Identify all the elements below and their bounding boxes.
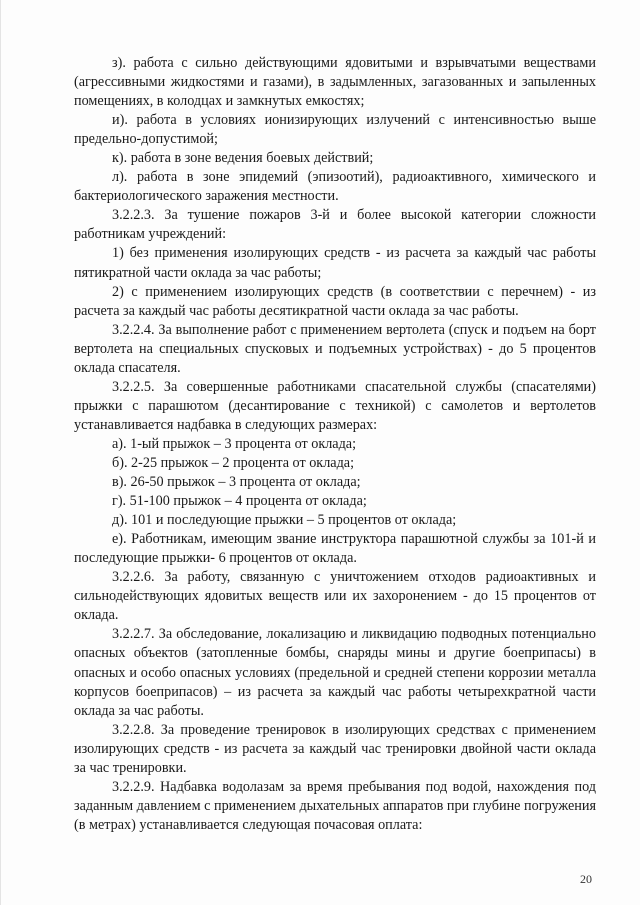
jump-item-a: а). 1-ый прыжок – 3 процента от оклада; (112, 435, 357, 452)
paragraph-3-2-2-6: 3.2.2.6. За работу, связанную с уничтожением отходов радиоактивных и сильнодействующих ядовитых веществ или их захоронением - до 15 процентов от оклада. (74, 569, 596, 624)
paragraph-3-2-2-4: 3.2.2.4. За выполнение работ с применением вертолета (спуск и подъем на борт вертолета на специальных спусковых и подъемных устройствах) - до 5 процентов оклада спасателя. (74, 321, 596, 376)
jump-item-v: в). 26-50 прыжок – 3 процента от оклада; (112, 474, 361, 491)
paragraph-l: л). работа в зоне эпидемий (эпизоотий), радиоактивного, химического и бактериологического заражения местности. (74, 169, 596, 205)
paragraph-k: к). работа в зоне ведения боевых действий; (112, 150, 374, 167)
paragraph-3-2-2-3-item-1: 1) без применения изолирующих средств - из расчета за каждый час работы пятикратной части оклада за час работы; (74, 245, 596, 281)
page-edge (0, 0, 1, 905)
jump-item-b: б). 2-25 прыжок – 2 процента от оклада; (112, 454, 355, 471)
paragraph-3-2-2-3: 3.2.2.3. За тушение пожаров 3-й и более высокой категории сложности работникам учреждений: (74, 207, 596, 243)
paragraph-3-2-2-5: 3.2.2.5. За совершенные работниками спасательной службы (спасателями) прыжки с парашютом (десантирование с техникой) с самолетов и вертолетов устанавливается надбавка в следующих размерах: (74, 378, 596, 433)
jump-item-g: г). 51-100 прыжок – 4 процента от оклада; (112, 493, 367, 510)
paragraph-i: и). работа в условиях ионизирующих излучений с интенсивностью выше предельно-допустимой; (74, 112, 596, 148)
paragraph-3-2-2-9: 3.2.2.9. Надбавка водолазам за время пребывания под водой, нахождения под заданным давлением с применением дыхательных аппаратов при глубине погружения (в метрах) устанавливается следующая почасовая оплата: (74, 778, 596, 833)
paragraph-3-2-2-8: 3.2.2.8. За проведение тренировок в изолирующих средствах с применением изолирующих средств - из расчета за каждый час тренировки двойной части оклада за час тренировки. (74, 721, 596, 776)
document-body (74, 54, 596, 835)
page-number: 20 (580, 872, 592, 886)
paragraph-3-2-2-7: 3.2.2.7. За обследование, локализацию и ликвидацию подводных потенциально опасных объектов (затопленные бомбы, снаряды мины и другие боеприпасы) в опасных и особо опасных условиях (предельной и средней степени коррозии металла корпусов боеприпасов) – из расчета за каждый час работы четырехкратной части оклада за час работы. (74, 626, 596, 719)
paragraph-3-2-2-3-item-2: 2) с применением изолирующих средств (в соответствии с перечнем) - из расчета за каждый час работы десятикратной части оклада за час работы. (74, 283, 596, 319)
jump-item-e: е). Работникам, имеющим звание инструктора парашютной службы за 101-й и последующие прыжки- 6 процентов от оклада. (74, 531, 596, 567)
jump-item-d: д). 101 и последующие прыжки – 5 процентов от оклада; (112, 512, 457, 529)
paragraph-z: з). работа с сильно действующими ядовитыми и взрывчатыми веществами (агрессивными жидкостями и газами), в задымленных, загазованных и запыленных помещениях, в колодцах и замкнутых емкостях; (74, 55, 596, 110)
